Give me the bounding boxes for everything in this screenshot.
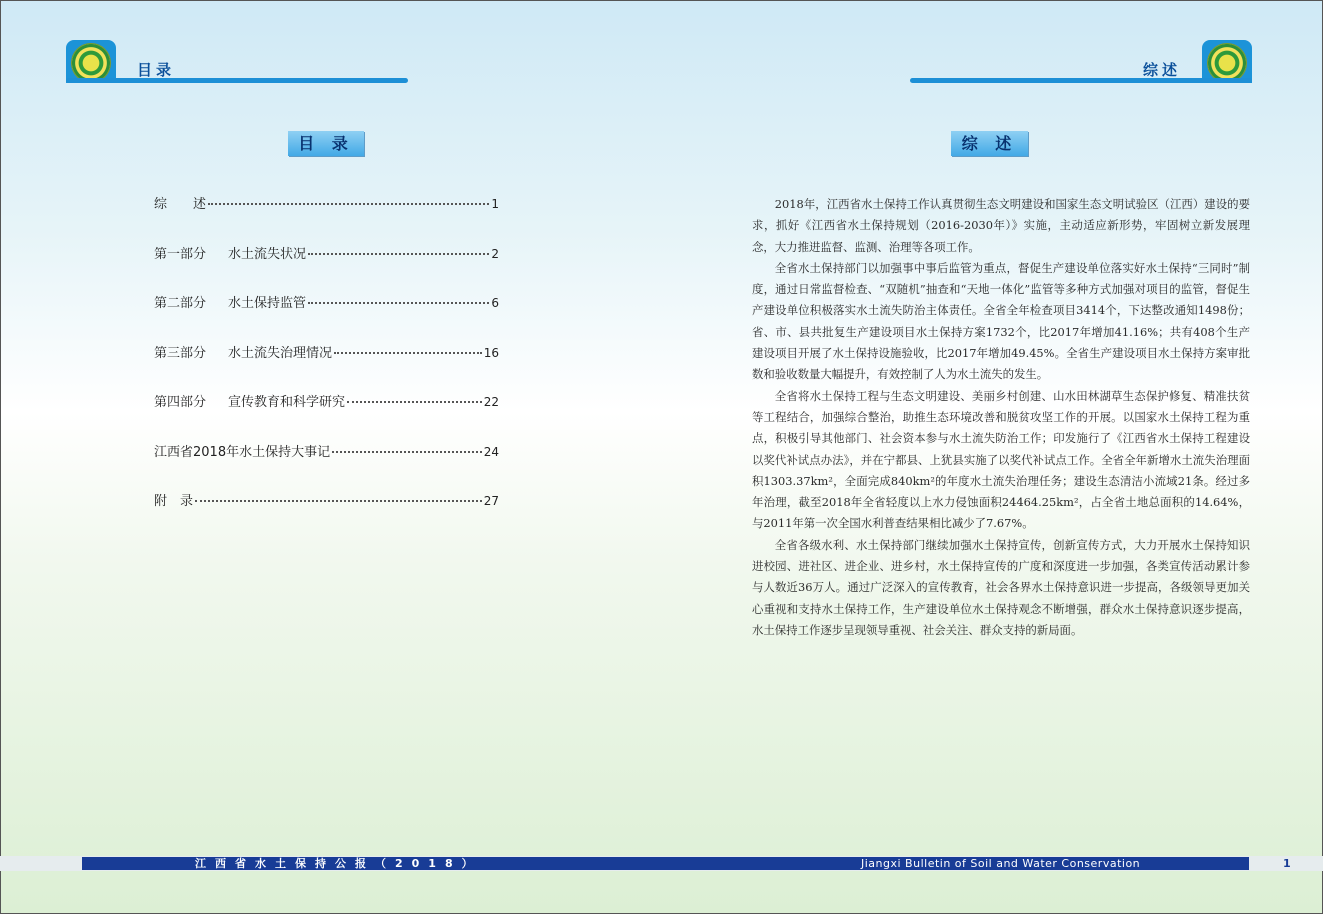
toc-part-label: 第四部分	[154, 395, 207, 410]
toc-part-label: 江西省2018年水土保持大事记	[154, 444, 331, 460]
toc-part-label: 综 述	[154, 197, 207, 212]
toc-page-number: 16	[483, 345, 499, 360]
header-title-right: 综述	[1143, 61, 1182, 79]
table-of-contents	[154, 193, 499, 540]
toc-entry[interactable]	[154, 243, 499, 293]
toc-leader-dots	[208, 203, 489, 205]
footer-english-title: Jiangxi Bulletin of Soil and Water Conservation	[861, 857, 1141, 870]
toc-page-number: 6	[491, 296, 499, 310]
body-paragraph: 全省各级水利、水土保持部门继续加强水土保持宣传，创新宣传方式，大力开展水土保持知识进校园、进社区、进企业、进乡村，水土保持宣传的广度和深度进一步加强，各类宣传活动累计参与人数近36万人。通过广泛深入的宣传教育，社会各界水土保持意识进一步提高，各级领导更加关心重视和支持水土保持工作，生产建设单位水土保持观念不断增强，群众水土保持意识逐步提高，水土保持工作逐步呈现领导重视、社会关注、群众支持的新局面。	[752, 537, 1250, 637]
page-number: 1	[1283, 857, 1291, 870]
toc-leader-dots	[347, 401, 482, 403]
toc-entry[interactable]	[154, 490, 499, 540]
toc-title: 水土流失治理情况	[228, 345, 333, 361]
toc-title: 宣传教育和科学研究	[228, 395, 346, 410]
toc-title: 水土流失状况	[228, 246, 307, 262]
section-badge-toc: 目 录	[288, 131, 364, 156]
toc-page-number: 1	[491, 197, 499, 211]
toc-page-number: 27	[483, 494, 499, 508]
toc-leader-dots	[332, 451, 482, 453]
logo-tab-left	[66, 40, 116, 83]
toc-page-number: 24	[483, 444, 499, 459]
header-bar-left	[66, 78, 408, 83]
header-bar-right	[910, 78, 1252, 83]
header-title-left: 目录	[137, 61, 176, 79]
toc-part-label: 第二部分	[154, 296, 207, 311]
toc-entry[interactable]	[154, 193, 499, 243]
toc-part-label: 第三部分	[154, 345, 207, 361]
toc-leader-dots	[308, 302, 489, 304]
toc-entry[interactable]	[154, 342, 499, 392]
logo-tab-right	[1202, 40, 1252, 83]
body-paragraph: 全省水土保持部门以加强事中事后监管为重点，督促生产建设单位落实好水土保持“三同时”制度，通过日常监督检查、“双随机”抽查和“天地一体化”监管等多种方式加强对项目的监管，督促生产建设单位积极落实水土流失防治主体责任。全省全年检查项目3414个，下达整改通知1498份；省、市、县共批复生产建设项目水土保持方案1732个，比2017年增加41.16%；共有408个生产建设项目开展了水土保持设施验收，比2017年增加49.45%。全省生产建设项目水土保持方案审批数和验收数量大幅提升，有效控制了人为水土流失的发生。	[752, 260, 1250, 382]
toc-entry[interactable]	[154, 391, 499, 441]
toc-entry[interactable]	[154, 292, 499, 342]
summary-text	[752, 194, 1250, 641]
toc-leader-dots	[334, 352, 482, 354]
emblem-icon	[1207, 43, 1247, 83]
toc-entry[interactable]	[154, 441, 499, 491]
emblem-icon	[71, 43, 111, 83]
toc-title: 水土保持监管	[228, 296, 307, 311]
body-paragraph: 2018年，江西省水土保持工作认真贯彻生态文明建设和国家生态文明试验区（江西）建设的要求，抓好《江西省水土保持规划（2016-2030年）》实施，主动适应新形势，牢固树立新发展理念，大力推进监督、监测、治理等各项工作。	[752, 197, 1250, 254]
toc-part-label: 第一部分	[154, 246, 207, 262]
toc-page-number: 22	[483, 395, 499, 409]
toc-leader-dots	[308, 253, 489, 255]
footer-chinese-title: 江西省水土保持公报（2018）	[195, 857, 482, 870]
section-badge-summary: 综 述	[951, 131, 1028, 156]
toc-leader-dots	[195, 500, 482, 502]
toc-page-number: 2	[491, 246, 499, 261]
toc-part-label: 附 录	[154, 494, 194, 509]
body-paragraph: 全省将水土保持工程与生态文明建设、美丽乡村创建、山水田林湖草生态保护修复、精准扶贫等工程结合，加强综合整治，助推生态环境改善和脱贫攻坚工作的开展。以国家水土保持工程为重点，积极引导其他部门、社会资本参与水土流失防治工作；印发施行了《江西省水土保持工程建设以奖代补试点办法》，并在宁都县、上犹县实施了以奖代补试点工作。全省全年新增水土流失治理面积1303.37km²，全面完成840km²的年度水土流失治理任务；建设生态清洁小流域21条。经过多年治理，截至2018年全省轻度以上水力侵蚀面积24464.25km²，占全省土地总面积的14.64%，与2011年第一次全国水利普查结果相比减少了7.67%。	[752, 388, 1250, 531]
